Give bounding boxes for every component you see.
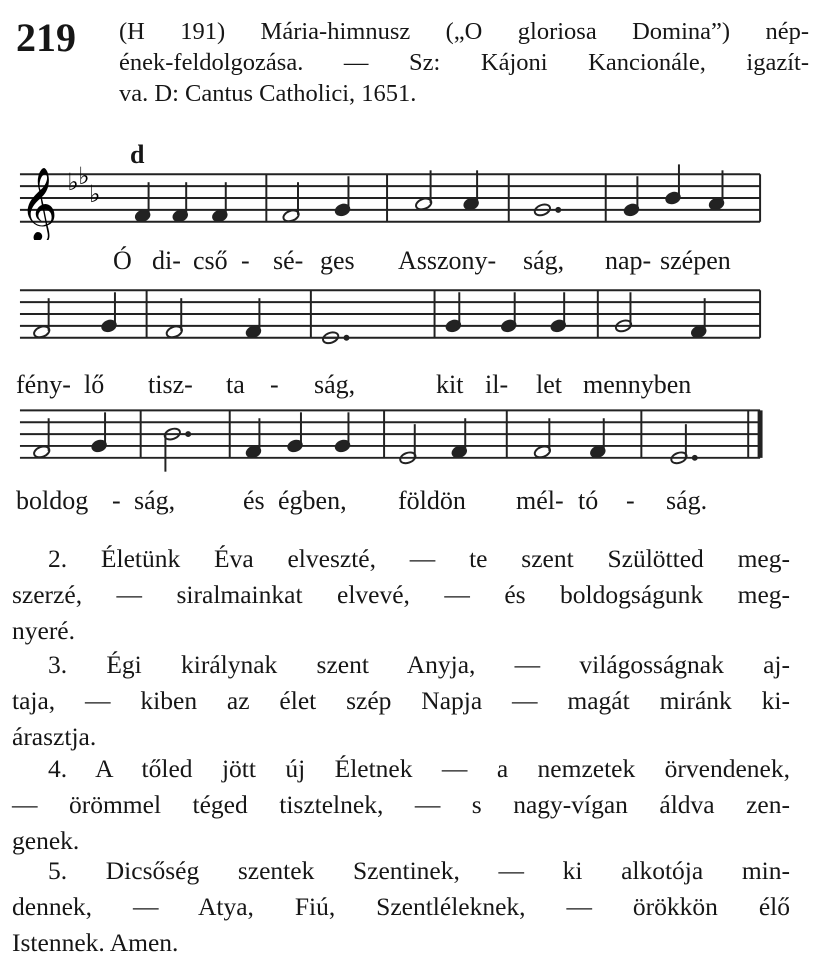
lyric-syllable: földön	[398, 486, 466, 515]
lyric-syllable: boldog	[16, 486, 89, 515]
verse-line: Istennek. Amen.	[12, 928, 179, 957]
lyric-syllable: ság.	[666, 486, 708, 515]
verse-line: szerzé, — siralmainkat elvevé, — és boldogságunk meg-	[12, 580, 790, 609]
header-line-2: ének-feldolgozása. — Sz: Kájoni Kancionále, igazít-	[119, 49, 809, 76]
header-line-1: (H 191) Mária-himnusz („O gloriosa Domina”) nép-	[119, 18, 809, 45]
lyric-syllable: Asszony-	[398, 246, 497, 275]
lyric-syllable: lő	[84, 370, 105, 399]
lyric-syllable: szépen	[660, 246, 731, 275]
verse-line: árasztja.	[12, 722, 97, 751]
lyric-syllable: di-	[152, 246, 181, 275]
music-staff-1	[16, 160, 768, 240]
verse-line: dennek, — Atya, Fiú, Szentléleknek, — örökkön élő	[12, 892, 790, 921]
lyric-syllable: ta	[226, 370, 245, 399]
tempo-mark: d	[130, 140, 145, 169]
lyric-syllable: -	[112, 486, 121, 515]
lyric-syllable: il-	[485, 370, 509, 399]
lyric-syllable: ság,	[134, 486, 176, 515]
lyric-syllable: -	[270, 370, 279, 399]
verse-line: 3. Égi királynak szent Anyja, — világosságnak aj-	[48, 650, 790, 679]
verse-line: nyeré.	[12, 616, 76, 645]
music-staff-3	[16, 396, 768, 486]
lyric-syllable: nap-	[605, 246, 652, 275]
lyric-syllable: ság,	[523, 246, 565, 275]
treble-clef: 𝄞	[19, 169, 58, 240]
lyric-syllable: mennyben	[583, 370, 692, 399]
flat-sign: ♭	[78, 164, 90, 191]
verse-line: — örömmel téged tisztelnek, — s nagy-vígan áldva zen-	[12, 790, 790, 819]
flat-sign: ♭	[67, 170, 79, 197]
lyric-syllable: -	[241, 246, 250, 275]
hymn-number: 219	[16, 15, 76, 60]
verse-line: 2. Életünk Éva elveszté, — te szent Szülötted meg-	[48, 544, 790, 573]
lyric-syllable: let	[536, 370, 562, 399]
lyric-syllable: Ó	[113, 246, 132, 275]
verse-line: genek.	[12, 826, 80, 855]
lyric-syllable: és	[243, 486, 265, 515]
lyric-syllable: -	[626, 486, 635, 515]
lyric-syllable: ges	[320, 246, 355, 275]
flat-sign: ♭	[89, 181, 101, 208]
verse-line: 4. A tőled jött új Életnek — a nemzetek örvendenek,	[48, 754, 790, 783]
lyric-syllable: tisz-	[148, 370, 193, 399]
lyric-syllable: tó	[578, 486, 599, 515]
music-staff-2	[16, 276, 768, 356]
lyric-syllable: kit	[436, 370, 464, 399]
verse-line: taja, — kiben az élet szép Napja — magát miránk ki-	[12, 686, 790, 715]
header-line-3: va. D: Cantus Catholici, 1651.	[119, 80, 417, 107]
lyric-syllable: fény-	[16, 370, 71, 399]
verse-line: 5. Dicsőség szentek Szentinek, — ki alkotója min-	[48, 856, 790, 885]
lyric-syllable: mél-	[516, 486, 564, 515]
lyric-syllable: cső	[193, 246, 228, 275]
lyric-syllable: égben,	[278, 486, 347, 515]
lyric-syllable: ság,	[314, 370, 356, 399]
lyric-syllable: sé-	[273, 246, 304, 275]
